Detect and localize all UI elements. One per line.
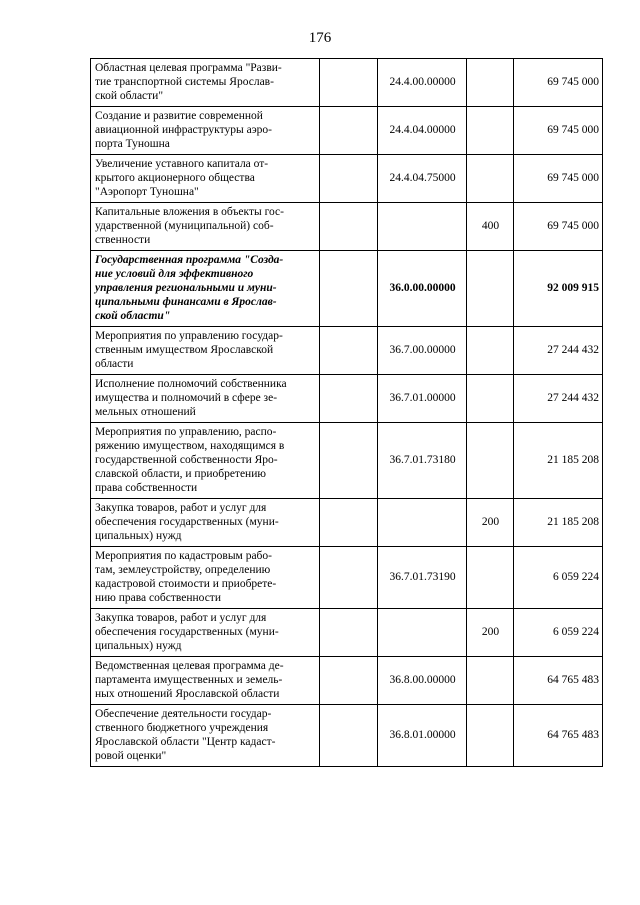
row-subcol xyxy=(320,155,378,203)
row-amount: 27 244 432 xyxy=(514,327,603,375)
table-row xyxy=(91,251,603,327)
row-amount: 64 765 483 xyxy=(514,705,603,767)
row-name-line: Обеспечение деятельности государ- xyxy=(95,708,272,720)
row-name-line: Ведомственная целевая программа де- xyxy=(95,660,284,672)
row-subcol xyxy=(320,547,378,609)
row-name-line: Ярославской области "Центр кадаст- xyxy=(95,736,276,748)
row-name-line: Государственная программа "Созда- xyxy=(95,254,284,266)
row-name-line: Областная целевая программа "Разви- xyxy=(95,62,282,74)
row-subcol xyxy=(320,423,378,499)
row-name-line: Мероприятия по кадастровым рабо- xyxy=(95,550,272,562)
row-amount: 69 745 000 xyxy=(514,107,603,155)
row-name-line: Закупка товаров, работ и услуг для xyxy=(95,612,267,624)
table-row xyxy=(91,155,603,203)
row-amount: 6 059 224 xyxy=(514,609,603,657)
row-name-line: ской области" xyxy=(95,90,164,102)
row-name-line: ственного бюджетного учреждения xyxy=(95,722,269,734)
row-expense-type: 200 xyxy=(467,499,514,547)
row-expense-type xyxy=(467,155,514,203)
row-code: 36.8.00.00000 xyxy=(378,657,467,705)
table-row xyxy=(91,327,603,375)
row-amount: 92 009 915 xyxy=(514,251,603,327)
row-code xyxy=(378,499,467,547)
row-name-line: имущества и полномочий в сфере зе- xyxy=(95,392,278,404)
row-name-line: ние условий для эффективного xyxy=(95,268,254,280)
row-subcol xyxy=(320,327,378,375)
row-name-line: Капитальные вложения в объекты гос- xyxy=(95,206,284,218)
row-name xyxy=(91,327,320,375)
row-code: 24.4.00.00000 xyxy=(378,59,467,107)
row-name xyxy=(91,203,320,251)
row-name xyxy=(91,705,320,767)
row-name xyxy=(91,107,320,155)
row-name xyxy=(91,657,320,705)
row-name-line: ровой оценки" xyxy=(95,750,167,762)
row-name-line: Мероприятия по управлению государ- xyxy=(95,330,283,342)
row-code: 24.4.04.00000 xyxy=(378,107,467,155)
table-row xyxy=(91,107,603,155)
row-subcol xyxy=(320,499,378,547)
row-name xyxy=(91,375,320,423)
row-name xyxy=(91,499,320,547)
row-expense-type xyxy=(467,59,514,107)
row-name-line: области xyxy=(95,358,134,370)
row-amount: 21 185 208 xyxy=(514,499,603,547)
row-subcol xyxy=(320,107,378,155)
row-code: 36.0.00.00000 xyxy=(378,251,467,327)
row-name-line: ципальными финансами в Ярослав- xyxy=(95,296,277,308)
row-expense-type xyxy=(467,107,514,155)
row-code: 36.7.01.73190 xyxy=(378,547,467,609)
row-name-line: партамента имущественных и земель- xyxy=(95,674,283,686)
table-row xyxy=(91,375,603,423)
table-row xyxy=(91,657,603,705)
row-subcol xyxy=(320,203,378,251)
row-name-line: права собственности xyxy=(95,482,198,494)
row-code xyxy=(378,203,467,251)
table-row xyxy=(91,423,603,499)
row-name-line: ственным имуществом Ярославской xyxy=(95,344,274,356)
table-body xyxy=(91,59,603,767)
row-expense-type xyxy=(467,375,514,423)
budget-table xyxy=(90,58,603,767)
row-expense-type xyxy=(467,423,514,499)
row-expense-type xyxy=(467,657,514,705)
row-expense-type xyxy=(467,327,514,375)
row-amount: 69 745 000 xyxy=(514,203,603,251)
row-name-line: крытого акционерного общества xyxy=(95,172,255,184)
row-name-line: ципальных) нужд xyxy=(95,640,182,652)
row-name xyxy=(91,59,320,107)
row-subcol xyxy=(320,705,378,767)
table-row xyxy=(91,547,603,609)
row-name-line: ской области" xyxy=(95,310,171,322)
row-amount: 69 745 000 xyxy=(514,59,603,107)
row-name xyxy=(91,609,320,657)
row-name-line: обеспечения государственных (муни- xyxy=(95,626,279,638)
row-code: 36.7.01.73180 xyxy=(378,423,467,499)
row-name-line: мельных отношений xyxy=(95,406,196,418)
row-name-line: нию права собственности xyxy=(95,592,221,604)
row-subcol xyxy=(320,59,378,107)
row-name-line: Закупка товаров, работ и услуг для xyxy=(95,502,267,514)
row-code: 36.7.00.00000 xyxy=(378,327,467,375)
row-code: 36.8.01.00000 xyxy=(378,705,467,767)
row-name-line: ных отношений Ярославской области xyxy=(95,688,280,700)
row-expense-type: 200 xyxy=(467,609,514,657)
row-name-line: управления региональными и муни- xyxy=(95,282,277,294)
row-name-line: порта Туношна xyxy=(95,138,170,150)
table-row xyxy=(91,499,603,547)
row-name-line: Увеличение уставного капитала от- xyxy=(95,158,269,170)
row-name-line: там, землеустройству, определению xyxy=(95,564,271,576)
table-row xyxy=(91,203,603,251)
row-name-line: тие транспортной системы Ярослав- xyxy=(95,76,274,88)
row-name-line: обеспечения государственных (муни- xyxy=(95,516,279,528)
table-row xyxy=(91,59,603,107)
row-subcol xyxy=(320,609,378,657)
row-name-line: государственной собственности Яро- xyxy=(95,454,278,466)
page-number: 176 xyxy=(308,30,332,46)
row-name xyxy=(91,423,320,499)
table-row xyxy=(91,609,603,657)
row-expense-type xyxy=(467,547,514,609)
row-name xyxy=(91,155,320,203)
row-amount: 64 765 483 xyxy=(514,657,603,705)
row-code xyxy=(378,609,467,657)
row-name-line: ципальных) нужд xyxy=(95,530,182,542)
row-amount: 27 244 432 xyxy=(514,375,603,423)
row-name-line: ударственной (муниципальной) соб- xyxy=(95,220,274,232)
row-expense-type xyxy=(467,705,514,767)
row-subcol xyxy=(320,657,378,705)
row-name-line: Исполнение полномочий собственника xyxy=(95,378,287,390)
row-name-line: авиационной инфраструктуры аэро- xyxy=(95,124,272,136)
row-name-line: Мероприятия по управлению, распо- xyxy=(95,426,277,438)
row-subcol xyxy=(320,375,378,423)
row-amount: 6 059 224 xyxy=(514,547,603,609)
row-code: 24.4.04.75000 xyxy=(378,155,467,203)
row-name-line: кадастровой стоимости и приобрете- xyxy=(95,578,277,590)
table-row xyxy=(91,705,603,767)
row-expense-type: 400 xyxy=(467,203,514,251)
row-name-line: ряжению имуществом, находящимся в xyxy=(95,440,285,452)
row-expense-type xyxy=(467,251,514,327)
row-amount: 69 745 000 xyxy=(514,155,603,203)
row-name-line: славской области, и приобретению xyxy=(95,468,266,480)
row-name xyxy=(91,251,320,327)
row-name-line: ственности xyxy=(95,234,151,246)
row-subcol xyxy=(320,251,378,327)
row-amount: 21 185 208 xyxy=(514,423,603,499)
row-name-line: Создание и развитие современной xyxy=(95,110,263,122)
row-name xyxy=(91,547,320,609)
row-code: 36.7.01.00000 xyxy=(378,375,467,423)
row-name-line: "Аэропорт Туношна" xyxy=(95,186,199,198)
